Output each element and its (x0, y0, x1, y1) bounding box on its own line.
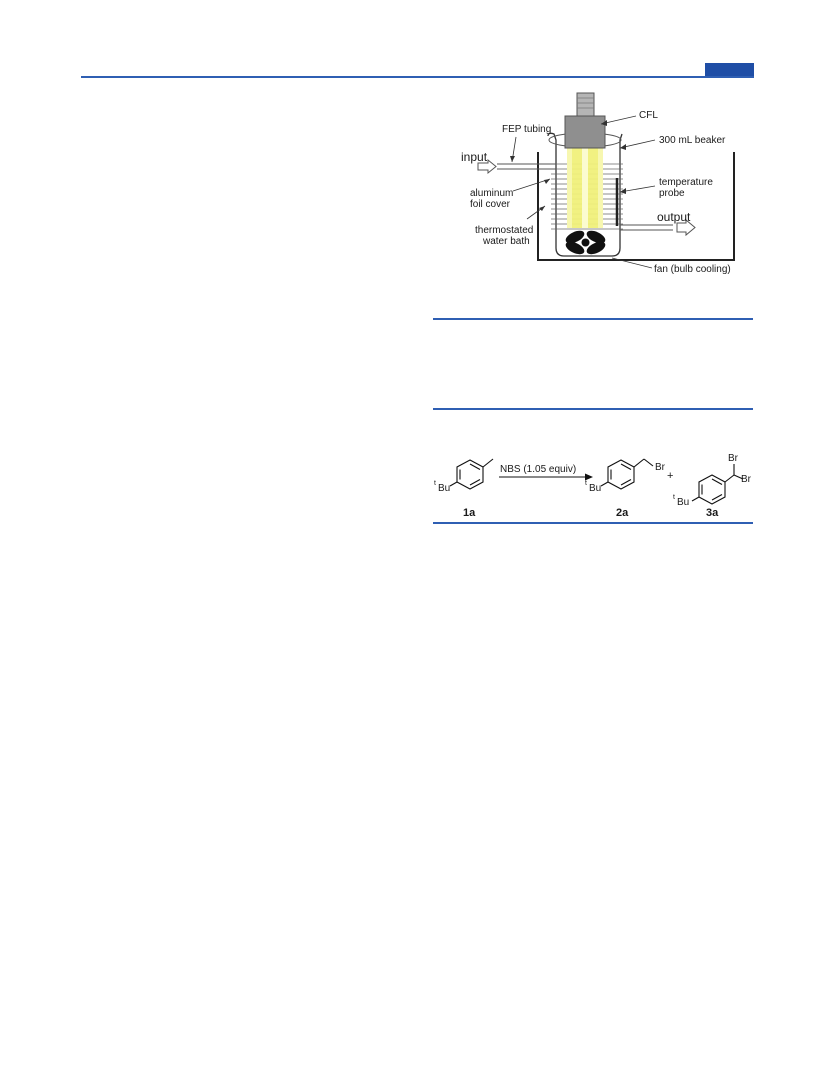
label-fan: fan (bulb cooling) (654, 264, 731, 275)
compound-3a-structure (692, 464, 743, 504)
tbu-3a: Bu (677, 497, 690, 508)
reagent-label: NBS (1.05 equiv) (500, 464, 577, 475)
reaction-scheme (0, 420, 833, 560)
table-bottom-rule (433, 408, 753, 410)
compound-1a-structure (450, 459, 493, 489)
table-top-rule (433, 318, 753, 320)
compound-label-2a: 2a (616, 507, 629, 519)
cfl-socket (577, 93, 594, 116)
cfl-glow (567, 146, 603, 228)
label-water-bath-1: thermostated (475, 225, 534, 236)
label-cfl: CFL (639, 110, 658, 121)
compound-2a-structure (601, 459, 653, 489)
label-input: input (461, 150, 488, 164)
label-water-bath-2: water bath (483, 236, 530, 247)
cfl-base (565, 116, 605, 148)
label-temperature-2: probe (659, 188, 685, 199)
label-aluminum-2: foil cover (470, 199, 511, 210)
reactor-figure (0, 0, 833, 300)
br-2a: Br (655, 462, 665, 473)
label-temperature-1: temperature (659, 177, 713, 188)
tbu-3a-sup: t (673, 494, 675, 501)
tbu-1a-sup: t (434, 480, 436, 487)
compound-label-3a: 3a (706, 507, 719, 519)
label-fep-tubing: FEP tubing (502, 124, 552, 135)
br-3a-top: Br (728, 453, 738, 464)
label-output: output (657, 210, 691, 224)
compound-label-1a: 1a (463, 507, 476, 519)
label-beaker: 300 mL beaker (659, 135, 726, 146)
tbu-2a: Bu (589, 483, 602, 494)
label-aluminum-1: aluminum (470, 188, 514, 199)
br-3a-right: Br (741, 474, 751, 485)
plus-sign: + (667, 470, 674, 482)
fan-icon (564, 228, 607, 257)
tbu-1a: Bu (438, 483, 451, 494)
tbu-2a-sup: t (585, 480, 587, 487)
scheme-bottom-rule (433, 522, 753, 524)
